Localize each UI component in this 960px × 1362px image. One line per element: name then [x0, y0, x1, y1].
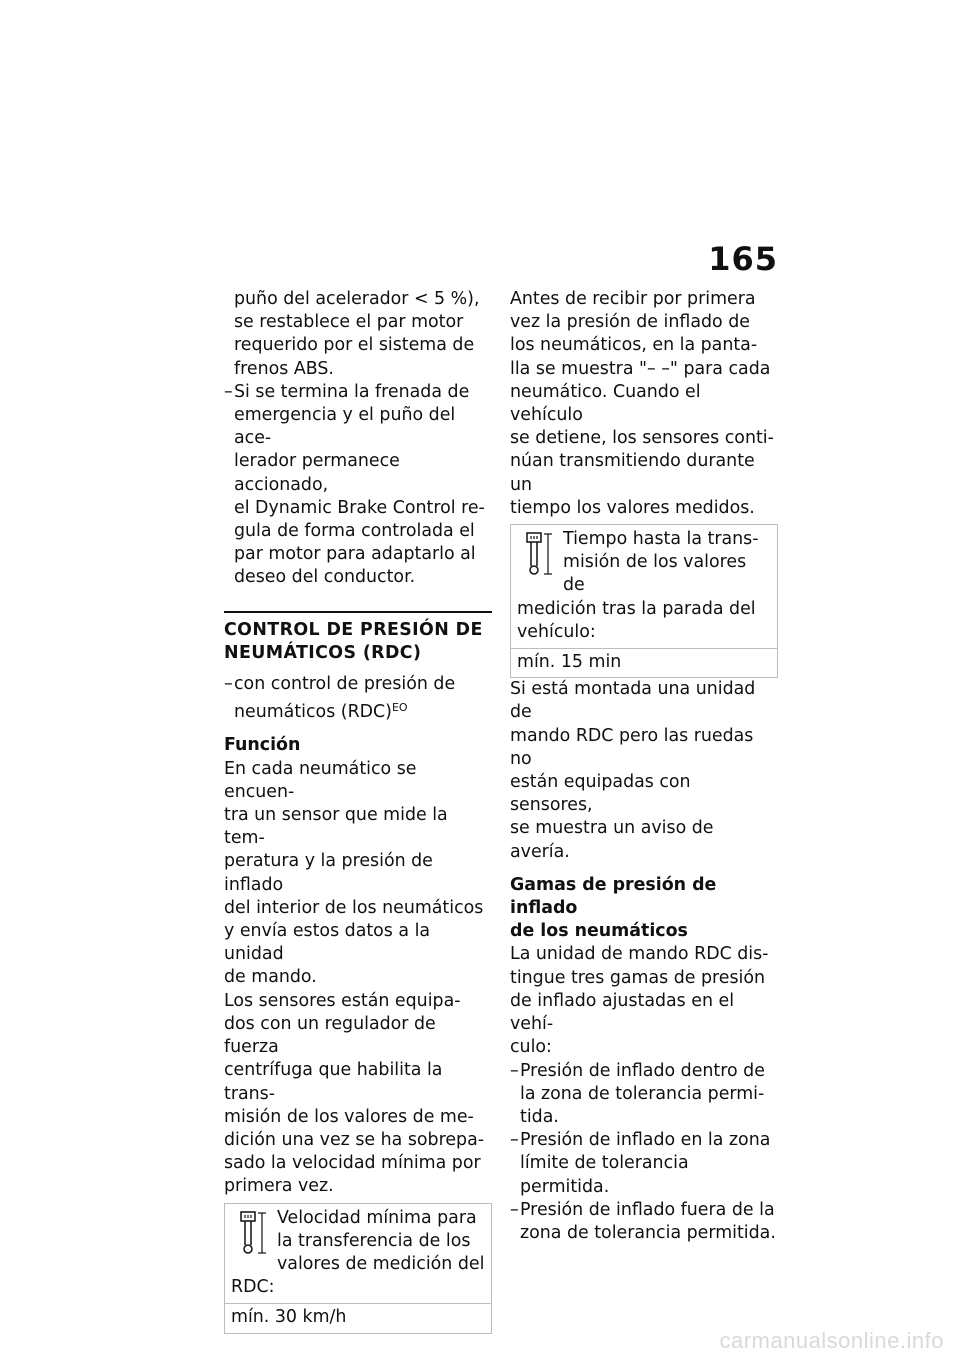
spec-value: mín. 30 km/h [231, 1307, 347, 1328]
text-line: la zona de tolerancia permi- [520, 1083, 765, 1104]
text-line: Si está montada una unidad de [510, 679, 756, 723]
section-title-line: CONTROL DE PRESIÓN DE [224, 619, 483, 640]
list-item [510, 1060, 778, 1130]
text-line: tiempo los valores medidos. [510, 497, 755, 518]
list-item [510, 1199, 778, 1245]
bullet-dash: – [510, 1060, 519, 1081]
text-line: Gamas de presión de inflado [510, 874, 717, 919]
bullet-dash: – [510, 1130, 519, 1151]
bullet-dash: – [510, 1199, 519, 1220]
section-title [224, 611, 492, 665]
optional-equipment-mark: EO [391, 701, 408, 715]
text-line: lerador permanece accionado, [234, 451, 400, 495]
text-line: sado la velocidad mínima por [224, 1153, 481, 1174]
continued-list-item [224, 288, 492, 381]
text-line: la transferencia de los [277, 1230, 471, 1251]
text-line: gula de forma controlada el [234, 521, 475, 542]
subheading-gamas [510, 874, 778, 944]
text-line: En cada neumático se encuen- [224, 758, 417, 802]
text-line: tra un sensor que mide la tem- [224, 805, 448, 849]
text-line: medición tras la parada del [517, 598, 756, 619]
paragraph-funcion-2 [224, 990, 492, 1199]
list-item [510, 1129, 778, 1199]
text-line: Presión de inflado fuera de la [520, 1199, 775, 1220]
option-text: neumáticos (RDC) [234, 702, 392, 723]
text-line: vehículo: [517, 621, 596, 642]
spec-label [511, 525, 777, 649]
text-line: Presión de inflado dentro de [520, 1060, 765, 1081]
text-line: Si se termina la frenada de [234, 381, 470, 402]
text-line: los neumáticos, en la panta- [510, 335, 758, 356]
text-line: tida. [520, 1106, 559, 1127]
text-line: Los sensores están equipa- [224, 990, 461, 1011]
text-line: lla se muestra "– –" para cada [510, 358, 771, 379]
text-line: del interior de los neumáticos [224, 897, 484, 918]
text-line: están equipadas con sensores, [510, 772, 691, 816]
text-line: neumático. Cuando el vehículo [510, 381, 701, 426]
text-line: frenos ABS. [234, 358, 334, 379]
text-line: con control de presión de [234, 674, 456, 695]
text-line: valores de medición del RDC: [231, 1253, 485, 1298]
paragraph-initial-display [510, 288, 778, 520]
text-line: misión de los valores de [563, 552, 747, 596]
spec-value: mín. 15 min [517, 652, 622, 673]
subheading-funcion: Función [224, 735, 301, 756]
text-line: Antes de recibir por primera [510, 289, 756, 309]
text-line: límite de tolerancia permitida. [520, 1153, 689, 1197]
bullet-dash: – [224, 381, 233, 402]
text-line: dos con un regulador de fuerza [224, 1013, 436, 1058]
text-line: Velocidad mínima para [277, 1207, 477, 1228]
text-line: mando RDC pero las ruedas no [510, 725, 754, 769]
text-line: deseo del conductor. [234, 567, 416, 588]
text-line: tingue tres gamas de presión [510, 967, 766, 988]
page-number: 165 [708, 240, 778, 278]
text-line: emergencia y el puño del ace- [234, 405, 456, 449]
text-line: y envía estos datos a la unidad [224, 921, 431, 965]
text-line: se detiene, los sensores conti- [510, 428, 774, 449]
text-line: núan transmitiendo durante un [510, 451, 755, 495]
text-line: misión de los valores de me- [224, 1106, 474, 1127]
text-line: La unidad de mando RDC dis- [510, 944, 769, 965]
section-title-line: NEUMÁTICOS (RDC) [224, 642, 422, 663]
spec-table-transmit-time [510, 524, 778, 678]
left-column [224, 288, 492, 1334]
bullet-dash: – [224, 674, 233, 695]
text-line: de los neumáticos [510, 921, 688, 942]
text-line: dición una vez se ha sobrepa- [224, 1129, 485, 1150]
tire-pressure-sensor-icon [521, 530, 557, 578]
text-line: requerido por el sistema de [234, 335, 475, 356]
text-line: culo: [510, 1037, 552, 1058]
paragraph-gamas [510, 943, 778, 1059]
tire-pressure-sensor-icon [235, 1209, 271, 1257]
list-item-option [224, 673, 492, 724]
text-line: peratura y la presión de inflado [224, 851, 433, 895]
text-line: se restablece el par motor [234, 312, 464, 333]
text-line: centrífuga que habilita la trans- [224, 1060, 443, 1104]
text-line: puño del acelerador < 5 %), [234, 289, 480, 309]
text-line: de inflado ajustadas en el vehí- [510, 990, 735, 1035]
text-line: zona de tolerancia permitida. [520, 1222, 776, 1243]
text-line: vez la presión de inflado de [510, 312, 750, 333]
spec-table-min-speed [224, 1203, 492, 1334]
paragraph-fault-warning [510, 678, 778, 864]
text-line: de mando. [224, 967, 317, 988]
text-line [234, 696, 492, 724]
text-line: se muestra un aviso de avería. [510, 818, 714, 862]
text-line: Presión de inflado en la zona [520, 1130, 771, 1151]
spec-label [225, 1204, 491, 1305]
text-line: el Dynamic Brake Control re- [234, 497, 485, 518]
text-line: primera vez. [224, 1176, 334, 1197]
list-item-emergency-braking [224, 381, 492, 590]
text-line: par motor para adaptarlo al [234, 544, 476, 565]
text-line: Tiempo hasta la trans- [563, 529, 759, 550]
paragraph-funcion-1 [224, 758, 492, 990]
watermark: carmanualsonline.info [719, 1328, 944, 1353]
right-column [510, 288, 778, 1245]
